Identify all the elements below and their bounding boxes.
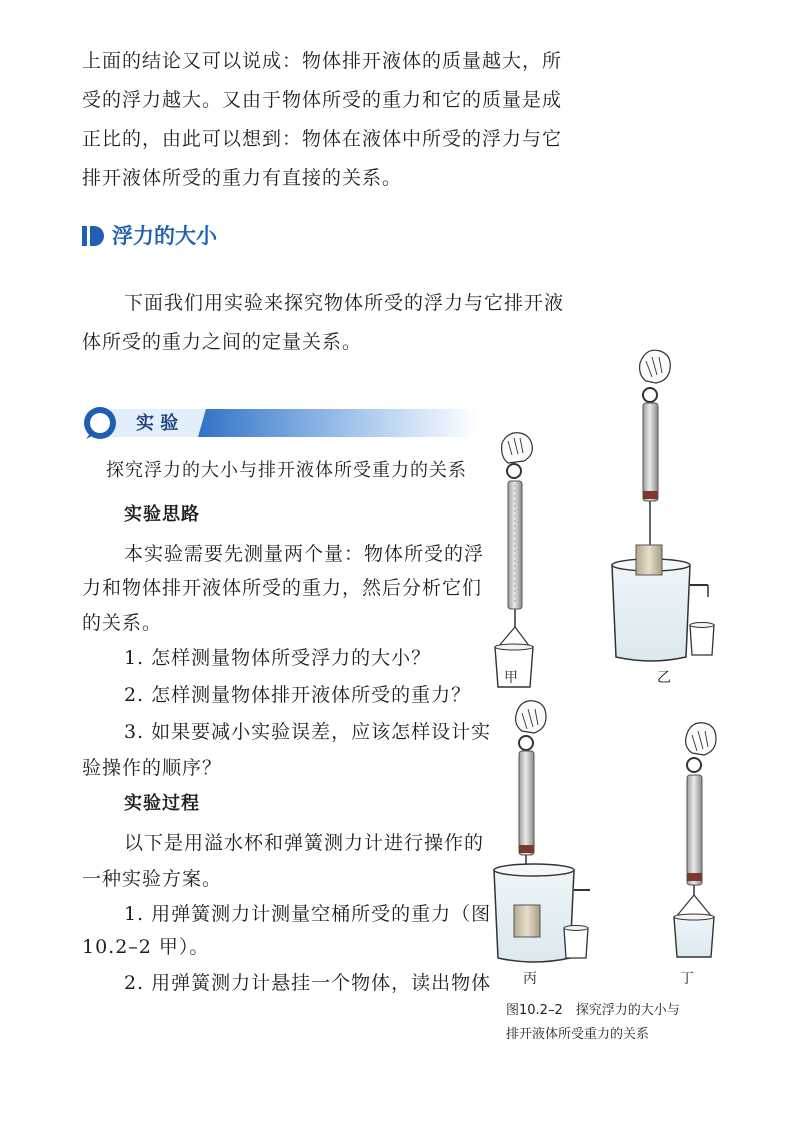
experiment-banner xyxy=(82,405,477,441)
process-heading: 实验过程 xyxy=(124,793,200,814)
hand-icon xyxy=(502,433,533,463)
step-1: 1. 用弹簧测力计测量空桶所受的重力（图 xyxy=(124,903,492,925)
panel-label-d: 丁 xyxy=(680,971,694,987)
caption-line-1: 图10.2–2 探究浮力的大小与 xyxy=(506,1003,680,1018)
section-marker-icon xyxy=(82,225,104,247)
figure-10-2-2 xyxy=(480,335,800,995)
idea-line-3: 的关系。 xyxy=(82,612,163,634)
section-title: 浮力的大小 xyxy=(112,224,217,248)
process-line-2: 一种实验方案。 xyxy=(82,868,223,890)
panel-c xyxy=(494,701,590,962)
panel-label-c: 丙 xyxy=(523,971,537,987)
experiment-banner-label: 实 验 xyxy=(136,413,179,434)
panel-d xyxy=(674,723,716,957)
intro-line-1: 上面的结论又可以说成：物体排开液体的质量越大，所 xyxy=(82,50,563,72)
panel-label-b: 乙 xyxy=(657,670,671,686)
intro-line-3: 正比的，由此可以想到：物体在液体中所受的浮力与它 xyxy=(82,128,563,150)
question-1: 1. 怎样测量物体所受浮力的大小？ xyxy=(124,647,432,669)
question-3-cont: 验操作的顺序？ xyxy=(82,757,223,779)
intro-line-4: 排开液体所受的重力有直接的关系。 xyxy=(82,167,403,189)
hand-icon xyxy=(516,701,546,733)
panel-b xyxy=(612,350,714,661)
section-body-line-1: 下面我们用实验来探究物体所受的浮力与它排开液 xyxy=(124,292,565,314)
hand-icon xyxy=(640,350,671,383)
experiment-title: 探究浮力的大小与排开液体所受重力的关系 xyxy=(106,460,467,481)
question-3: 3. 如果要减小实验误差，应该怎样设计实 xyxy=(124,721,492,743)
process-line-1: 以下是用溢水杯和弹簧测力计进行操作的 xyxy=(124,832,485,854)
idea-heading: 实验思路 xyxy=(124,504,200,525)
idea-line-1: 本实验需要先测量两个量：物体所受的浮 xyxy=(124,543,485,565)
hand-icon xyxy=(686,723,716,755)
intro-line-2: 受的浮力越大。又由于物体所受的重力和它的质量是成 xyxy=(82,89,563,111)
question-2: 2. 怎样测量物体排开液体所受的重力？ xyxy=(124,684,472,706)
step-1-cont: 10.2–2 甲）。 xyxy=(82,936,210,958)
step-2: 2. 用弹簧测力计悬挂一个物体，读出物体 xyxy=(124,972,492,994)
panel-a xyxy=(495,433,533,687)
experiment-icon xyxy=(82,405,122,441)
idea-line-2: 力和物体排开液体所受的重力，然后分析它们 xyxy=(82,577,483,599)
caption-line-2: 排开液体所受重力的关系 xyxy=(506,1027,650,1042)
section-body-line-2: 体所受的重力之间的定量关系。 xyxy=(82,331,363,353)
panel-label-a: 甲 xyxy=(504,670,518,686)
